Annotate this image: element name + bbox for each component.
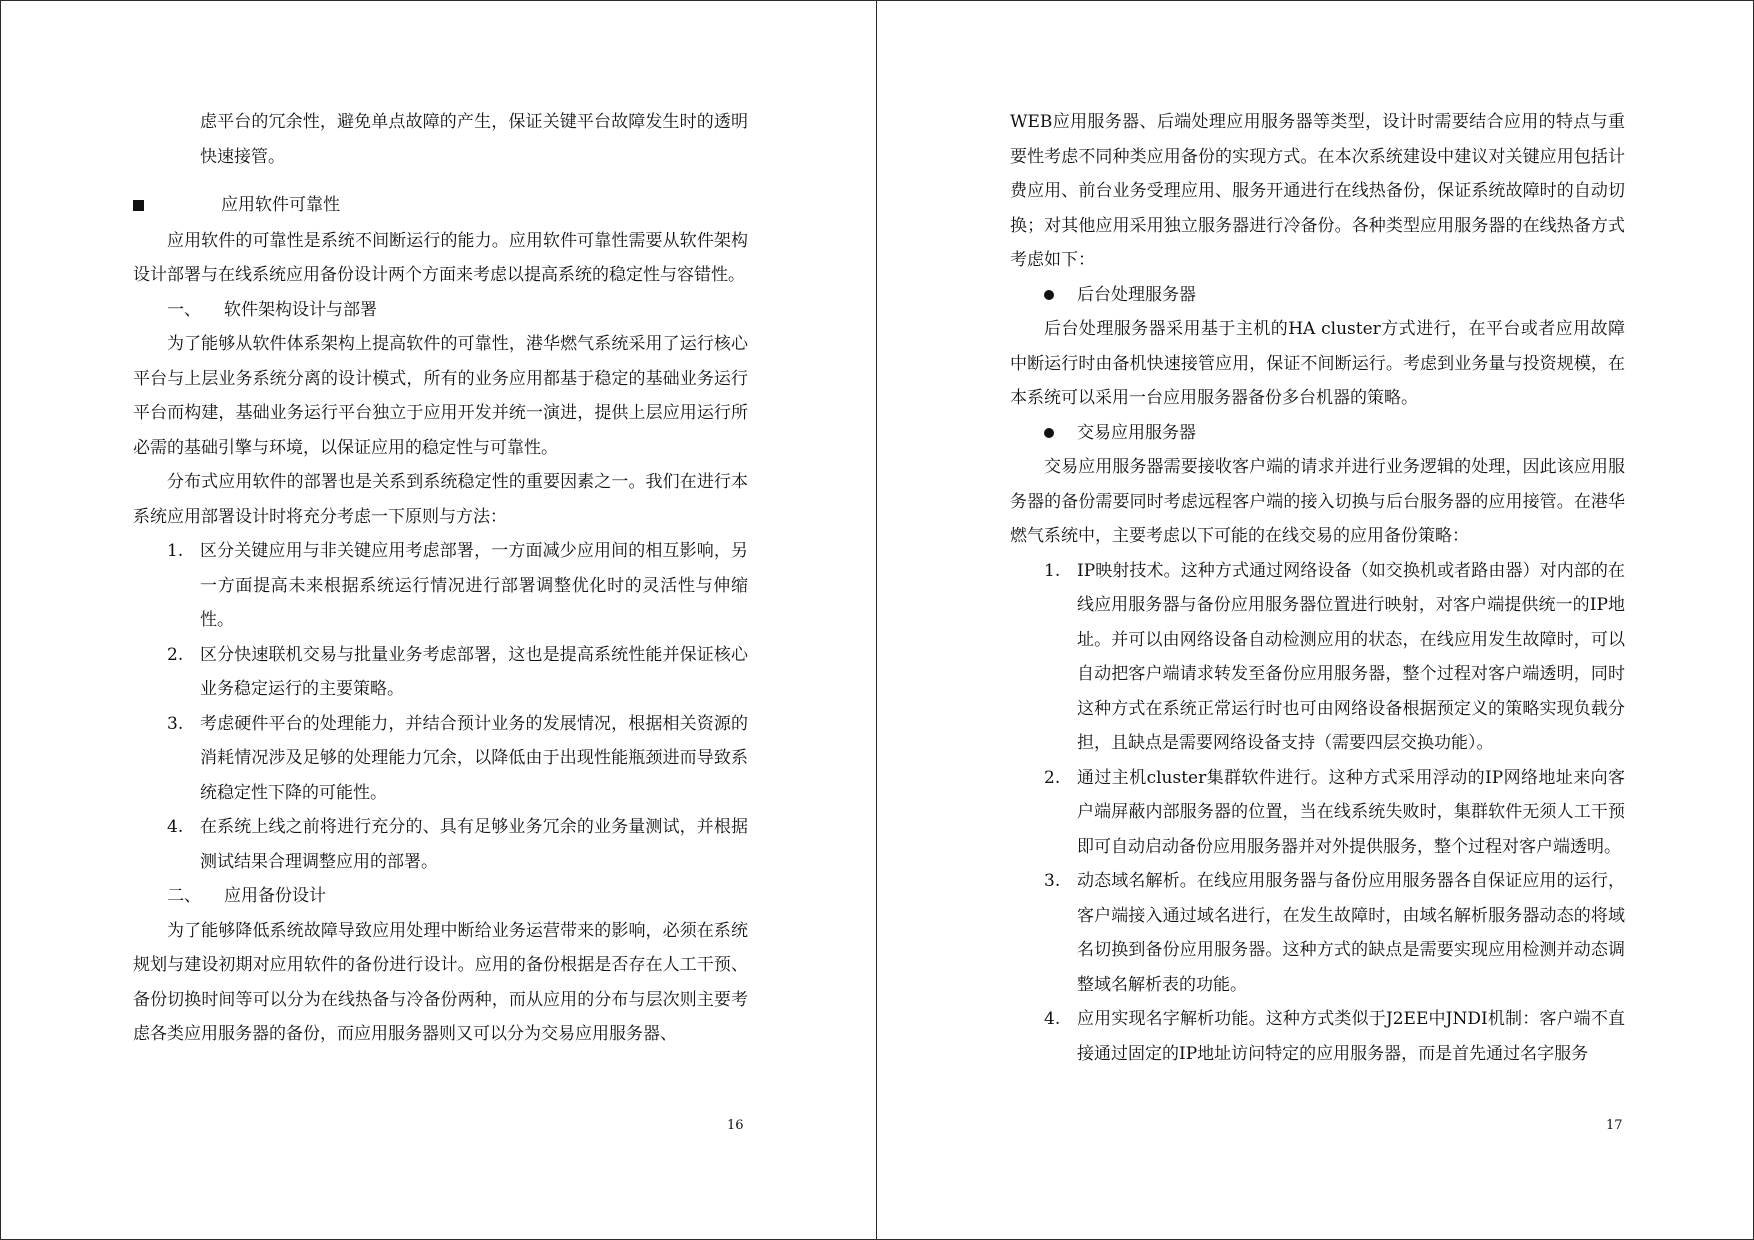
- paragraph: 应用软件的可靠性是系统不间断运行的能力。应用软件可靠性需要从软件架构设计部署与在线系统应用备份设计两个方面来考虑以提高系统的稳定性与容错性。: [133, 230, 748, 285]
- paragraph: 为了能够降低系统故障导致应用处理中断给业务运营带来的影响，必须在系统规划与建设初期对应用软件的备份进行设计。应用的备份根据是否存在人工干预、备份切换时间等可以分为在线热备与冷备份两种，而从应用的分布与层次则主要考虑各类应用服务器的备份，而应用服务器则又可以分为交易应用服务器、: [133, 920, 748, 1044]
- continued-paragraph: 虑平台的冗余性，避免单点故障的产生，保证关键平台故障发生时的透明快速接管。: [200, 112, 748, 167]
- list-number: 1.: [1044, 560, 1061, 581]
- list-number: 4.: [167, 817, 184, 837]
- list-item: [133, 707, 748, 811]
- list-item: [133, 534, 748, 638]
- bullet-heading: [1010, 416, 1625, 451]
- subheading-2: [133, 879, 748, 914]
- page-number: 16: [727, 1118, 744, 1133]
- continued-paragraph: WEB应用服务器、后端处理应用服务器等类型，设计时需要结合应用的特点与重要性考虑不同种类应用备份的实现方式。在本次系统建设中建议对关键应用包括计费应用、前台业务受理应用、服务开通进行在线热备份，保证系统故障时的自动切换；对其他应用采用独立服务器进行冷备份。各种类型应用服务器的在线热备方式考虑如下：: [1010, 112, 1625, 270]
- round-bullet-icon: [1044, 428, 1054, 438]
- numbered-list: [133, 534, 748, 879]
- paragraph: 为了能够从软件体系架构上提高软件的可靠性，港华燃气系统采用了运行核心平台与上层业务系统分离的设计模式，所有的业务应用都基于稳定的基础业务运行平台而构建，基础业务运行平台独立于应用开发并统一演进，提供上层应用运行所必需的基础引擎与环境，以保证应用的稳定性与可靠性。: [133, 334, 748, 458]
- left-page-content: [133, 105, 748, 1052]
- list-item: [1010, 761, 1625, 865]
- subheading-number: 二、: [167, 886, 201, 906]
- list-number: 3.: [1044, 871, 1061, 891]
- bullet-heading-text: 交易应用服务器: [1077, 422, 1196, 443]
- bullet-heading: [1010, 278, 1625, 313]
- subheading-title: 应用备份设计: [224, 886, 326, 906]
- list-item: [1010, 1002, 1625, 1071]
- right-page: [877, 0, 1753, 1240]
- list-text: 应用实现名字解析功能。这种方式类似于J2EE中JNDI机制：客户端不直接通过固定的IP地址访问特定的应用服务器，而是首先通过名字服务: [1077, 1009, 1625, 1064]
- list-number: 1.: [167, 541, 184, 561]
- paragraph: 交易应用服务器需要接收客户端的请求并进行业务逻辑的处理，因此该应用服务器的备份需要同时考虑远程客户端的接入切换与后台服务器的应用接管。在港华燃气系统中，主要考虑以下可能的在线交易的应用备份策略：: [1010, 457, 1625, 546]
- section-heading: [133, 188, 748, 223]
- list-text: 通过主机cluster集群软件进行。这种方式采用浮动的IP网络地址来向客户端屏蔽内部服务器的位置，当在线系统失败时，集群软件无须人工干预即可自动启动备份应用服务器并对外提供服务，整个过程对客户端透明。: [1077, 767, 1625, 857]
- list-text: IP映射技术。这种方式通过网络设备（如交换机或者路由器）对内部的在线应用服务器与备份应用服务器位置进行映射，对客户端提供统一的IP地址。并可以由网络设备自动检测应用的状态，在线应用发生故障时，可以自动把客户端请求转发至备份应用服务器，整个过程对客户端透明，同时这种方式在系统正常运行时也可由网络设备根据预定义的策略实现负载分担，且缺点是需要网络设备支持（需要四层交换功能）。: [1077, 560, 1625, 753]
- right-page-content: [1010, 105, 1625, 1071]
- list-text: 动态域名解析。在线应用服务器与备份应用服务器各自保证应用的运行，客户端接入通过域名进行，在发生故障时，由域名解析服务器动态的将域名切换到备份应用服务器。这种方式的缺点是需要实现应用检测并动态调整域名解析表的功能。: [1077, 871, 1625, 995]
- list-text: 在系统上线之前将进行充分的、具有足够业务冗余的业务量测试，并根据测试结果合理调整应用的部署。: [200, 817, 748, 872]
- subheading-number: 一、: [167, 299, 201, 320]
- list-text: 区分快速联机交易与批量业务考虑部署，这也是提高系统性能并保证核心业务稳定运行的主要策略。: [200, 644, 748, 699]
- paragraph: 分布式应用软件的部署也是关系到系统稳定性的重要因素之一。我们在进行本系统应用部署设计时将充分考虑一下原则与方法：: [133, 472, 748, 527]
- list-number: 4.: [1044, 1009, 1061, 1029]
- section-heading-text: 应用软件可靠性: [221, 195, 340, 215]
- numbered-list: [1010, 554, 1625, 1072]
- list-item: [133, 810, 748, 879]
- page-number: 17: [1606, 1118, 1623, 1133]
- subheading-title: 软件架构设计与部署: [224, 299, 377, 320]
- round-bullet-icon: [1044, 290, 1054, 300]
- left-page: [0, 0, 876, 1240]
- paragraph: 后台处理服务器采用基于主机的HA cluster方式进行，在平台或者应用故障中断运行时由备机快速接管应用，保证不间断运行。考虑到业务量与投资规模，在本系统可以采用一台应用服务器备份多台机器的策略。: [1010, 319, 1625, 408]
- black-square-bullet-icon: [133, 200, 144, 211]
- list-item: [1010, 554, 1625, 761]
- subheading-1: [133, 293, 748, 328]
- list-number: 2.: [167, 644, 184, 665]
- list-item: [1010, 864, 1625, 1002]
- list-number: 3.: [167, 713, 184, 734]
- list-item: [133, 638, 748, 707]
- bullet-heading-text: 后台处理服务器: [1077, 284, 1196, 305]
- list-text: 区分关键应用与非关键应用考虑部署，一方面减少应用间的相互影响，另一方面提高未来根据系统运行情况进行部署调整优化时的灵活性与伸缩性。: [200, 541, 748, 630]
- list-text: 考虑硬件平台的处理能力，并结合预计业务的发展情况，根据相关资源的消耗情况涉及足够的处理能力冗余，以降低由于出现性能瓶颈进而导致系统稳定性下降的可能性。: [200, 713, 748, 803]
- list-number: 2.: [1044, 767, 1061, 788]
